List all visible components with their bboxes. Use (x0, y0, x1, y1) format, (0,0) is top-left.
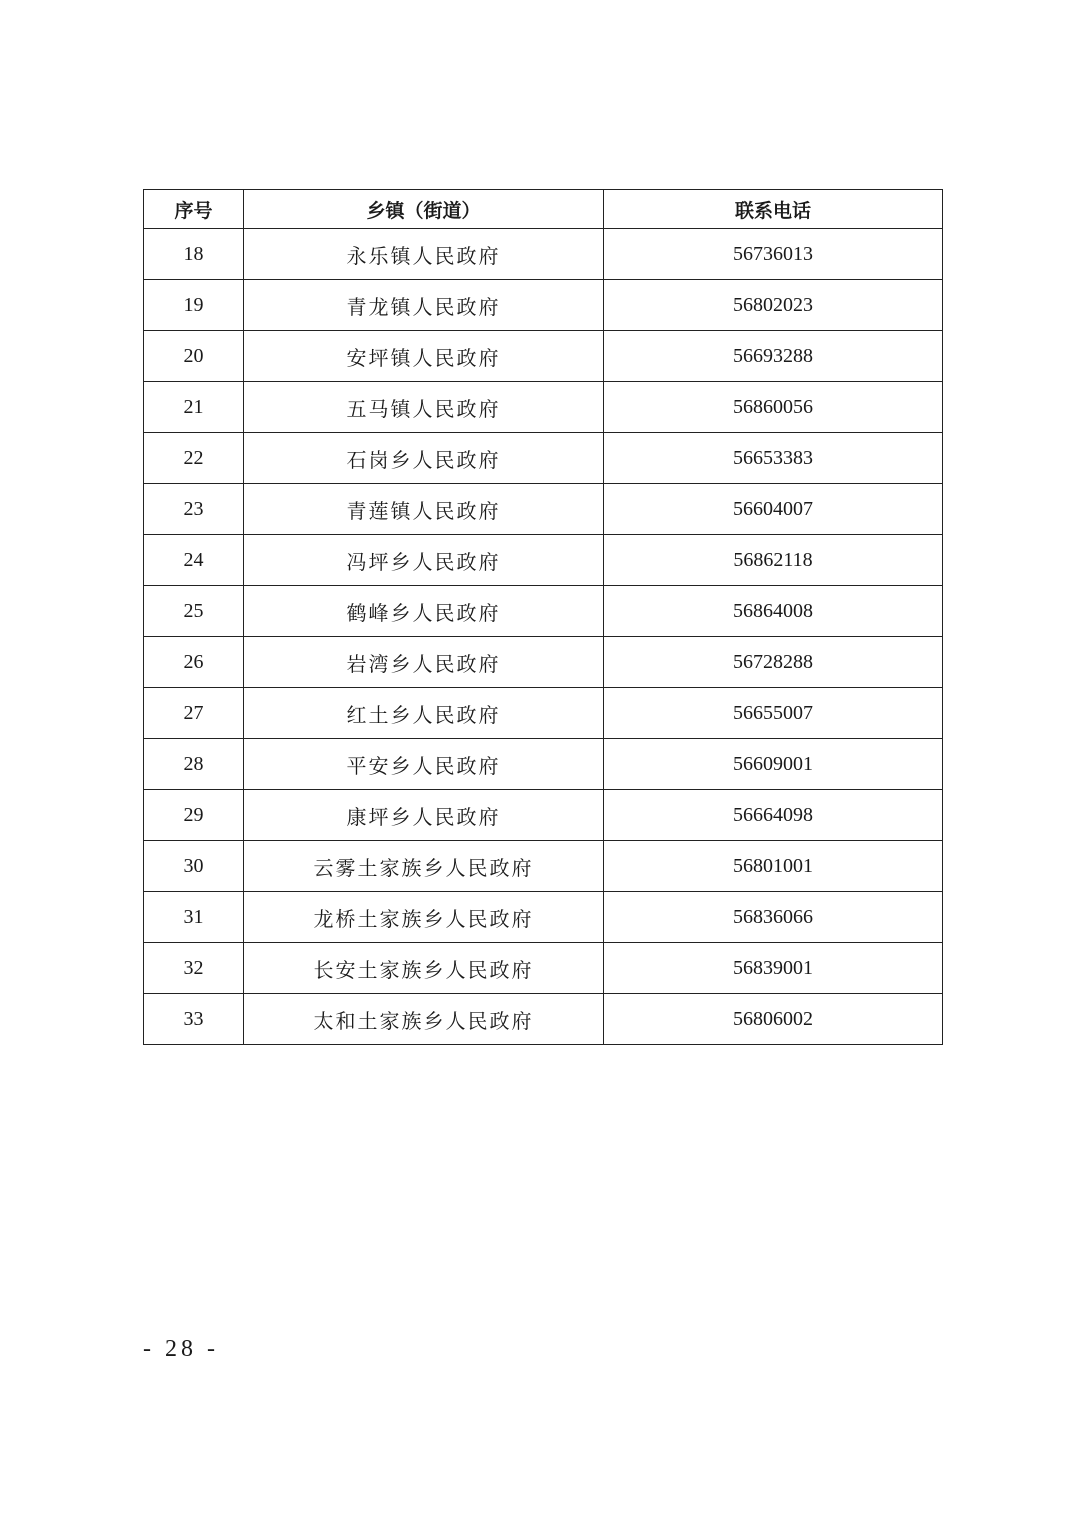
header-serial-number: 序号 (144, 190, 244, 229)
row-serial-number: 20 (144, 331, 244, 382)
row-serial-number: 19 (144, 280, 244, 331)
row-township-name: 青莲镇人民政府 (244, 484, 604, 535)
header-phone: 联系电话 (604, 190, 943, 229)
table-row (144, 739, 943, 790)
row-serial-number: 18 (144, 229, 244, 280)
row-serial-number: 24 (144, 535, 244, 586)
row-phone-number: 56728288 (604, 637, 943, 688)
table-row (144, 994, 943, 1045)
row-township-name: 石岗乡人民政府 (244, 433, 604, 484)
row-phone-number: 56860056 (604, 382, 943, 433)
row-serial-number: 33 (144, 994, 244, 1045)
row-township-name: 冯坪乡人民政府 (244, 535, 604, 586)
table-row (144, 382, 943, 433)
table-row (144, 637, 943, 688)
row-township-name: 康坪乡人民政府 (244, 790, 604, 841)
row-phone-number: 56862118 (604, 535, 943, 586)
row-township-name: 岩湾乡人民政府 (244, 637, 604, 688)
row-serial-number: 28 (144, 739, 244, 790)
table-row (144, 280, 943, 331)
row-phone-number: 56653383 (604, 433, 943, 484)
row-serial-number: 29 (144, 790, 244, 841)
row-serial-number: 27 (144, 688, 244, 739)
row-phone-number: 56664098 (604, 790, 943, 841)
row-township-name: 青龙镇人民政府 (244, 280, 604, 331)
table-row (144, 790, 943, 841)
row-serial-number: 32 (144, 943, 244, 994)
row-phone-number: 56839001 (604, 943, 943, 994)
row-township-name: 安坪镇人民政府 (244, 331, 604, 382)
table-row (144, 688, 943, 739)
row-phone-number: 56655007 (604, 688, 943, 739)
row-township-name: 云雾土家族乡人民政府 (244, 841, 604, 892)
table-row (144, 535, 943, 586)
row-phone-number: 56802023 (604, 280, 943, 331)
row-township-name: 永乐镇人民政府 (244, 229, 604, 280)
row-serial-number: 31 (144, 892, 244, 943)
row-phone-number: 56609001 (604, 739, 943, 790)
row-phone-number: 56604007 (604, 484, 943, 535)
table-row (144, 892, 943, 943)
table-row (144, 433, 943, 484)
row-township-name: 平安乡人民政府 (244, 739, 604, 790)
contact-table (143, 189, 943, 1045)
row-phone-number: 56801001 (604, 841, 943, 892)
row-phone-number: 56864008 (604, 586, 943, 637)
row-serial-number: 30 (144, 841, 244, 892)
table-row (144, 229, 943, 280)
row-serial-number: 25 (144, 586, 244, 637)
row-township-name: 长安土家族乡人民政府 (244, 943, 604, 994)
table-row (144, 484, 943, 535)
row-phone-number: 56806002 (604, 994, 943, 1045)
table-row (144, 943, 943, 994)
row-phone-number: 56736013 (604, 229, 943, 280)
row-phone-number: 56836066 (604, 892, 943, 943)
page-number: - 28 - (143, 1336, 219, 1362)
row-township-name: 鹤峰乡人民政府 (244, 586, 604, 637)
table-row (144, 841, 943, 892)
row-township-name: 龙桥土家族乡人民政府 (244, 892, 604, 943)
row-serial-number: 21 (144, 382, 244, 433)
row-serial-number: 22 (144, 433, 244, 484)
row-township-name: 太和土家族乡人民政府 (244, 994, 604, 1045)
row-serial-number: 26 (144, 637, 244, 688)
row-phone-number: 56693288 (604, 331, 943, 382)
header-township: 乡镇（街道） (244, 190, 604, 229)
table-row (144, 331, 943, 382)
table-row (144, 586, 943, 637)
row-township-name: 红土乡人民政府 (244, 688, 604, 739)
row-serial-number: 23 (144, 484, 244, 535)
row-township-name: 五马镇人民政府 (244, 382, 604, 433)
header-row (144, 190, 943, 229)
